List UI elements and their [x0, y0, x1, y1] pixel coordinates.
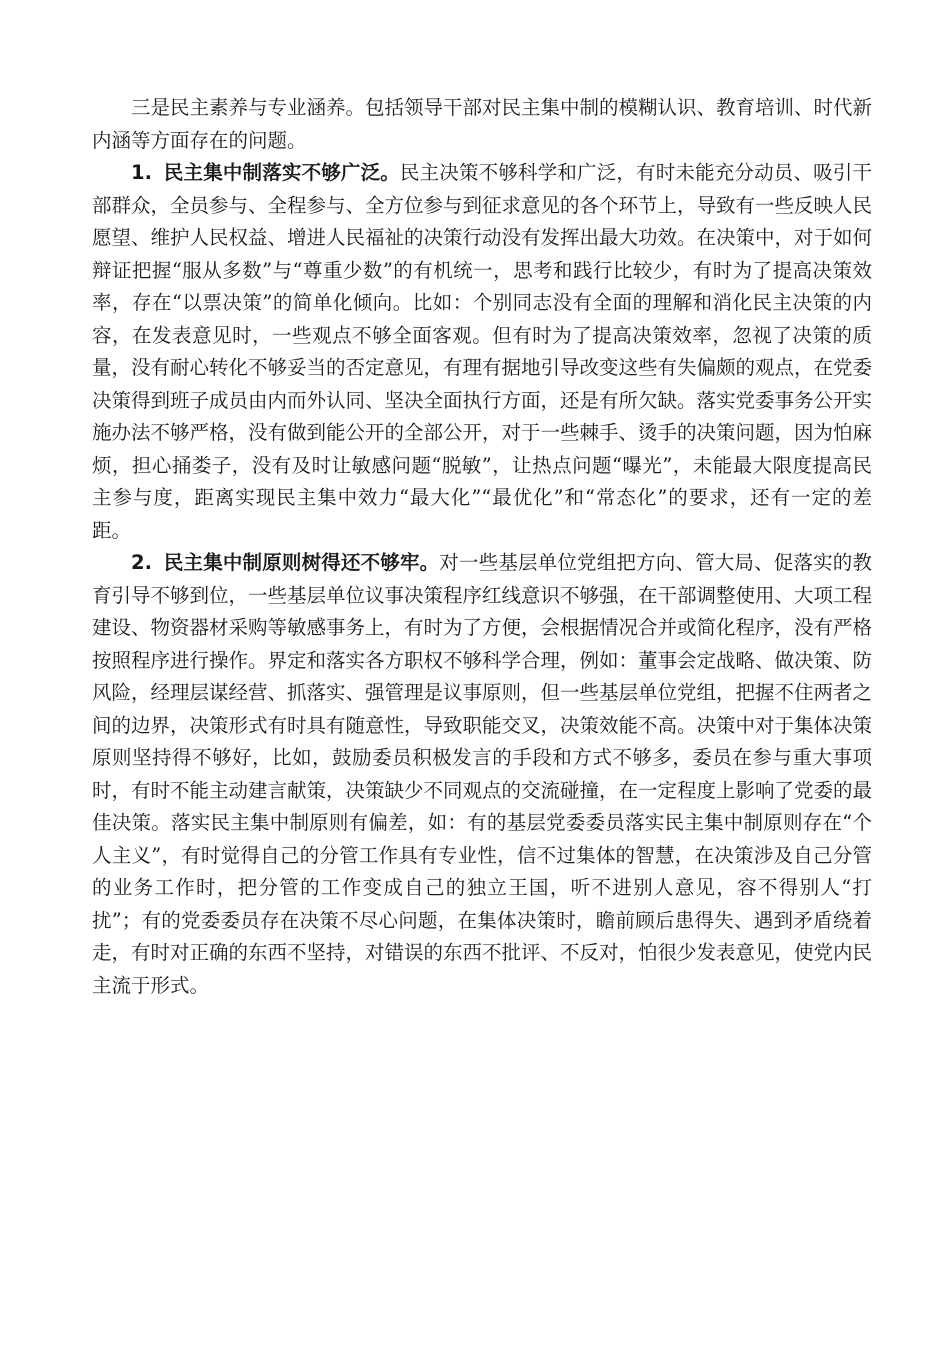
- intro-paragraph: 三是民主素养与专业涵养。包括领导干部对民主集中制的模糊认识、教育培训、时代新内涵等方面存在的问题。: [92, 96, 873, 152]
- item-heading: 民主集中制落实不够广泛。: [163, 161, 400, 184]
- item-paragraph-2: [92, 547, 872, 1002]
- item-paragraph-1: [92, 157, 872, 547]
- item-number: 2.: [131, 551, 152, 574]
- document-page: [92, 92, 872, 1002]
- item-number: 1.: [131, 161, 152, 184]
- item-body: 民主决策不够科学和广泛，有时未能充分动员、吸引干部群众，全员参与、全程参与、全方位参与到征求意见的各个环节上，导致有一些反映人民愿望、维护人民权益、增进人民福祉的决策行动没有发挥出最大功效。在决策中，对于如何辩证把握“服从多数”与“尊重少数”的有机统一，思考和践行比较少，有时为了提高决策效率，存在“以票决策”的简单化倾向。比如：个别同志没有全面的理解和消化民主决策的内容，在发表意见时，一些观点不够全面客观。但有时为了提高决策效率，忽视了决策的质量，没有耐心转化不够妥当的否定意见，有理有据地引导改变这些有失偏颇的观点，在党委决策得到班子成员由内而外认同、坚决全面执行方面，还是有所欠缺。落实党委事务公开实施办法不够严格，没有做到能公开的全部公开，对于一些棘手、烫手的决策问题，因为怕麻烦，担心捅娄子，没有及时让敏感问题“脱敏”，让热点问题“曝光”，未能最大限度提高民主参与度，距离实现民主集中效力“最大化”“最优化”和“常态化”的要求，还有一定的差距。: [92, 161, 873, 542]
- item-body: 对一些基层单位党组把方向、管大局、促落实的教育引导不够到位，一些基层单位议事决策程序红线意识不够强，在干部调整使用、大项工程建设、物资器材采购等敏感事务上，有时为了方便，会根据情况合并或简化程序，没有严格按照程序进行操作。界定和落实各方职权不够科学合理，例如：董事会定战略、做决策、防风险，经理层谋经营、抓落实、强管理是议事原则，但一些基层单位党组，把握不住两者之间的边界，决策形式有时具有随意性，导致职能交叉，决策效能不高。决策中对于集体决策原则坚持得不够好，比如，鼓励委员积极发言的手段和方式不够多，委员在参与重大事项时，有时不能主动建言献策，决策缺少不同观点的交流碰撞，在一定程度上影响了党委的最佳决策。落实民主集中制原则有偏差，如：有的基层党委委员落实民主集中制原则存在“个人主义”，有时觉得自己的分管工作具有专业性，信不过集体的智慧，在决策涉及自己分管的业务工作时，把分管的工作变成自己的独立王国，听不进别人意见，容不得别人“打扰”；有的党委委员存在决策不尽心问题，在集体决策时，瞻前顾后患得失、遇到矛盾绕着走，有时对正确的东西不坚持，对错误的东西不批评、不反对，怕很少发表意见，使党内民主流于形式。: [92, 551, 873, 997]
- item-heading: 民主集中制原则树得还不够牢。: [163, 551, 440, 574]
